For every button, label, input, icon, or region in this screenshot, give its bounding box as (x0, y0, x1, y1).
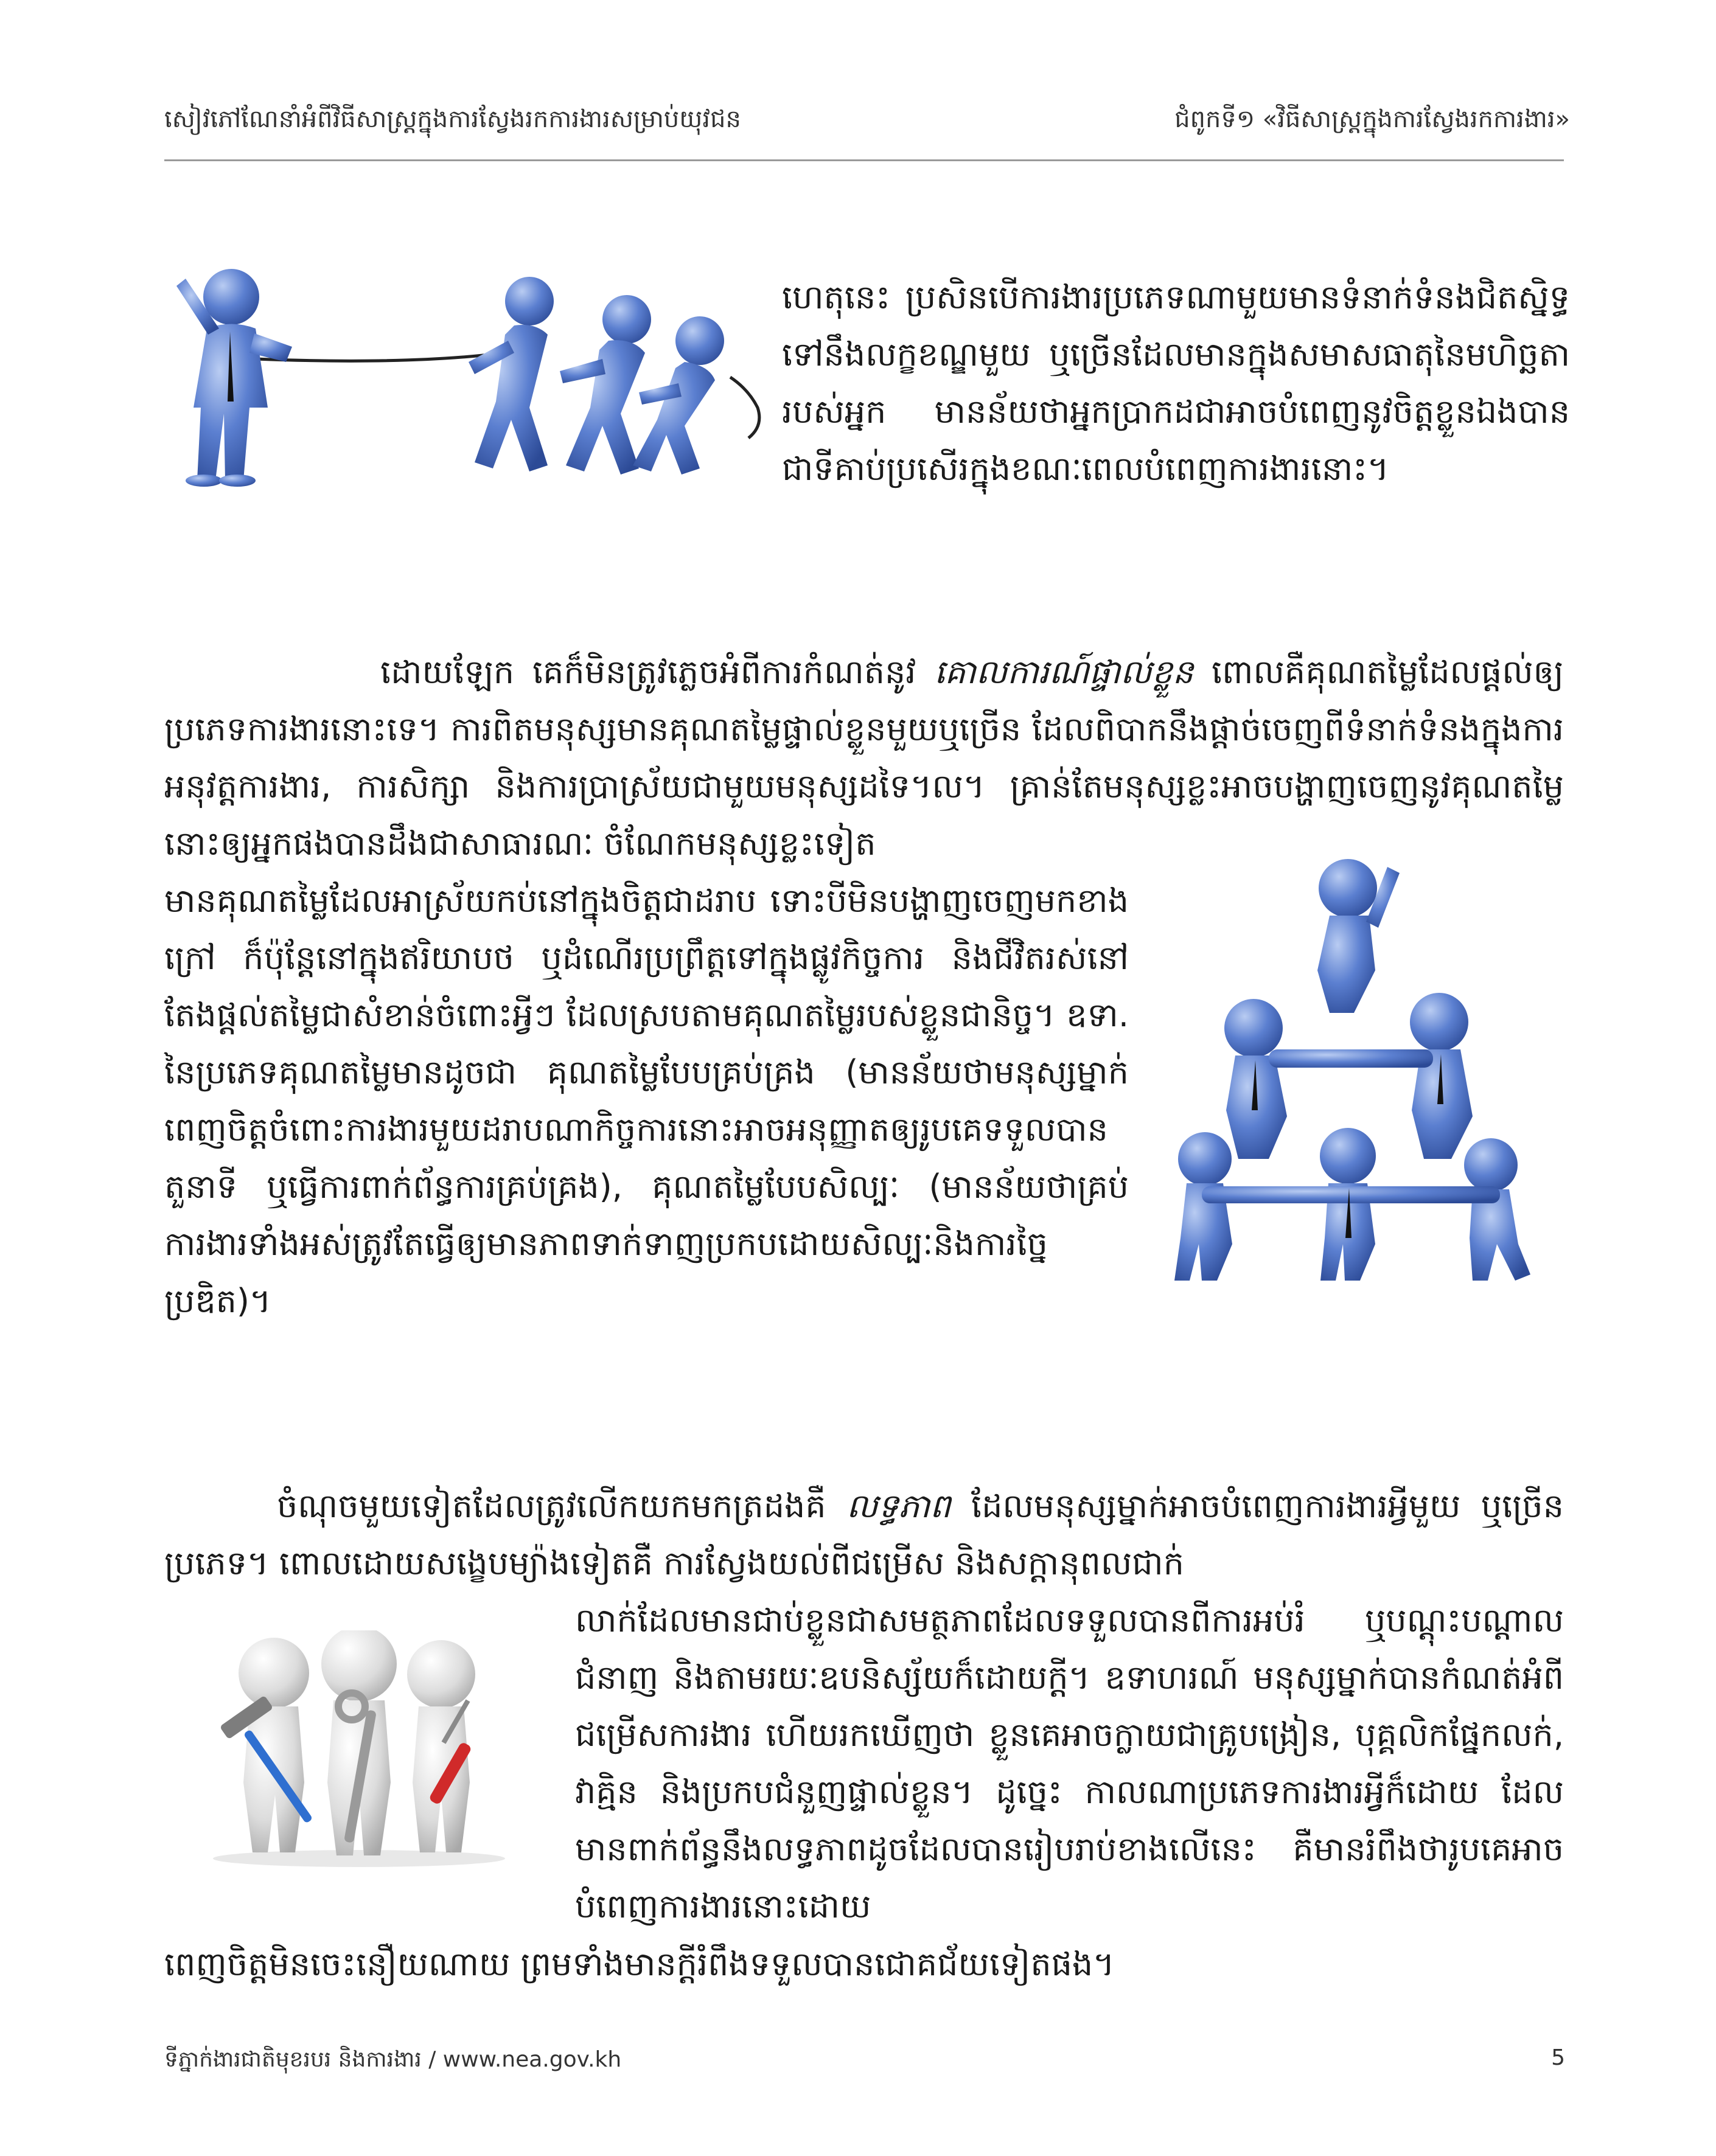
paragraph-values-examples (164, 872, 1129, 1330)
paragraph-values-examples-text: មានគុណតម្លៃដែលអាស្រ័យកប់នៅក្នុងចិត្តជាដរាប ទោះបីមិនបង្ហាញចេញមកខាងក្រៅ ក៏ប៉ុន្តែនៅក្នុងឥរិយាបថ ឬដំណើរប្រព្រឹត្តទៅក្នុងផ្លូវកិច្ចការ និងជីវិតរស់នៅតែងផ្តល់តម្លៃជាសំខាន់ចំពោះអ្វីៗ ដែលស្របតាមគុណតម្លៃរបស់ខ្លួនជានិច្ច។ ឧទា. នៃប្រភេទគុណតម្លៃមានដូចជា គុណតម្លៃបែបគ្រប់គ្រង (មានន័យថាមនុស្សម្នាក់ពេញចិត្តចំពោះការងារមួយដរាបណាកិច្ចការនោះអាចអនុញ្ញាតឲ្យរូបគេទទួលបានតួនាទី ឬធ្វើការពាក់ព័ន្ធការគ្រប់គ្រង), គុណតម្លៃបែបសិល្បៈ (មានន័យថាគ្រប់ការងារទាំងអស់ត្រូវតែធ្វើឲ្យមានភាពទាក់ទាញប្រកបដោយសិល្បៈនិងការច្នៃប្រឌិត)។ (164, 882, 1129, 1320)
header-chapter-title: ជំពូកទី១ «វិធីសាស្ត្រក្នុងការស្វែងរកការងារ» (1174, 105, 1570, 133)
footer-agency: ទីភ្នាក់ងារជាតិមុខរបរ និងការងារ / www.nea.gov.kh (164, 2047, 622, 2072)
paragraph-ability-intro (164, 1478, 1564, 1592)
human-pyramid-illustration (1165, 855, 1543, 1284)
paragraph-ability-end (164, 1936, 1564, 1993)
paragraph-ability-lead: ចំណុចមួយទៀតដែលត្រូវលើកយកមកត្រដងគឺ (277, 1487, 847, 1525)
paragraph-values-body: ពោលគឺគុណតម្លៃដែលផ្តល់ឲ្យប្រភេទការងារនោះទេ។ ការពិតមនុស្សមានគុណតម្លៃផ្ទាល់ខ្លួនមួយឬច្រើន ដែលពិបាកនឹងផ្តាច់ចេញពីទំនាក់ទំនងក្នុងការអនុវត្តការងារ, ការសិក្សា និងការប្រាស្រ័យជាមួយមនុស្សដទៃ។ល។ គ្រាន់តែមនុស្សខ្លះអាចបង្ហាញចេញនូវគុណតម្លៃនោះឲ្យអ្នកផងបានដឹងជាសាធារណៈ ចំណែកមនុស្សខ្លះទៀត (164, 653, 1564, 863)
term-ability: លទ្ធភាព (846, 1487, 951, 1525)
paragraph-ability-wrap (575, 1592, 1564, 1935)
page-number: 5 (1551, 2045, 1565, 2070)
paragraph-personal-values (164, 644, 1564, 872)
paragraph-aspiration (782, 269, 1570, 498)
paragraph-aspiration-text: ហេតុនេះ ប្រសិនបើការងារប្រភេទណាមួយមានទំនាក់ទំនងជិតស្និទ្ធទៅនឹងលក្ខខណ្ឌមួយ ឬច្រើនដែលមានក្នុងសមាសធាតុនៃមហិច្ឆតារបស់អ្នក មានន័យថាអ្នកប្រាកដជាអាចបំពេញនូវចិត្តខ្លួនឯងបានជាទីគាប់ប្រសើរក្នុងខណៈពេលបំពេញការងារនោះ។ (782, 278, 1570, 488)
header-divider (164, 159, 1564, 161)
workers-with-tools-illustration (183, 1630, 535, 1868)
tug-of-war-illustration (164, 262, 779, 487)
paragraph-ability-body: ដែលមនុស្សម្នាក់អាចបំពេញការងារអ្វីមួយ ឬច្រើនប្រភេទ។ ពោលដោយសង្ខេបម្យ៉ាងទៀតគឺ ការស្វែងយល់ពីជម្រើស និងសក្តានុពលជាក់ (164, 1487, 1564, 1582)
paragraph-ability-wrap-text: លាក់ដែលមានជាប់ខ្លួនជាសមត្ថភាពដែលទទួលបានពីការអប់រំ ឬបណ្តុះបណ្តាលជំនាញ និងតាមរយៈឧបនិស្ស័យក៏ដោយក្តី។ ឧទាហរណ៍ មនុស្សម្នាក់បានកំណត់អំពីជម្រើសការងារ ហើយរកឃើញថា ខ្លួនគេអាចក្លាយជាគ្រូបង្រៀន, បុគ្គលិកផ្នែកលក់, វាគ្មិន និងប្រកបជំនួញផ្ទាល់ខ្លួន។ ដូច្នេះ កាលណាប្រភេទការងារអ្វីក៏ដោយ ដែលមានពាក់ព័ន្ធនឹងលទ្ធភាពដូចដែលបានរៀបរាប់ខាងលើនេះ គឺមានរំពឹងថារូបគេអាចបំពេញការងារនោះដោយ (575, 1601, 1564, 1925)
paragraph-ability-end-text: ពេញចិត្តមិនចេះនឿយណាយ ព្រមទាំងមានក្តីរំពឹងទទួលបានជោគជ័យទៀតផង។ (164, 1945, 1115, 1983)
paragraph-values-intro: ដោយឡែក គេក៏មិនត្រូវភ្លេចអំពីការកំណត់នូវ (380, 653, 935, 691)
running-header (164, 103, 1570, 140)
header-book-title: សៀវភៅណែនាំអំពីវិធីសាស្ត្រក្នុងការស្វែងរកការងារសម្រាប់យុវជន (164, 105, 741, 133)
term-personal-principles: គោលការណ៍ផ្ទាល់ខ្លួន (934, 653, 1194, 691)
